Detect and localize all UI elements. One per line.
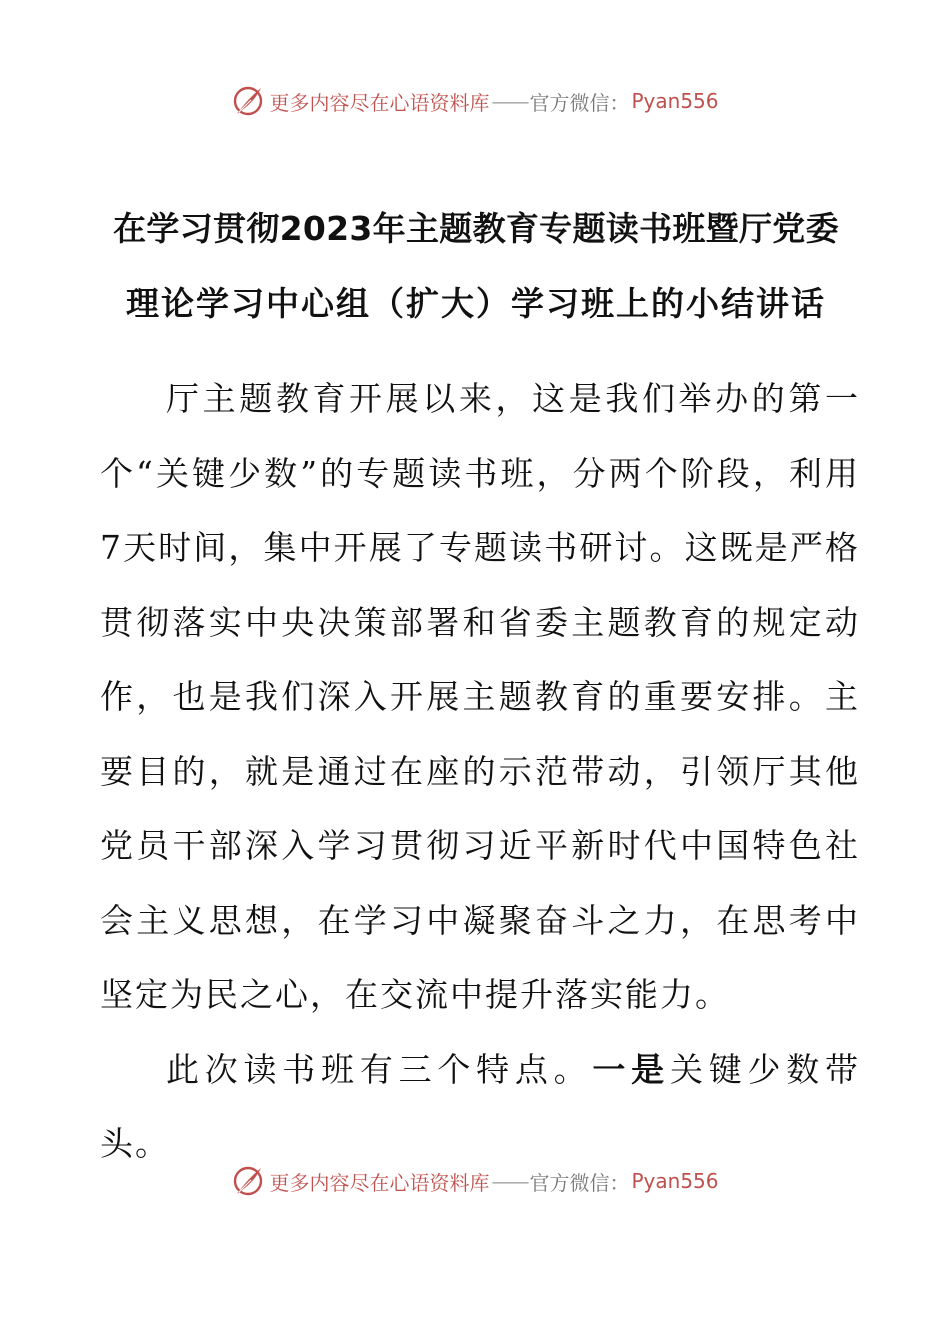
paragraph-2-rest: 关键少数带头。 — [100, 1049, 861, 1163]
document-title-line-1: 在学习贯彻2023年主题教育专题读书班暨厅党委 — [113, 209, 839, 248]
watermark-official-label: 官方微信： — [529, 1170, 630, 1195]
quill-logo-icon — [231, 1164, 265, 1198]
watermark-text: 更多内容尽在心语资料库 — [269, 1170, 490, 1195]
paragraph-2-emphasis: 一是 — [592, 1049, 670, 1089]
paragraph-2-intro: 此次读书班有三个特点。 — [166, 1049, 593, 1089]
watermark-separator: —— — [491, 1169, 528, 1193]
document-title-line-2: 理论学习中心组（扩大）学习班上的小结讲话 — [126, 284, 826, 323]
paragraph-2 — [100, 1033, 860, 1182]
header-watermark — [0, 84, 950, 118]
footer-watermark — [0, 1164, 950, 1198]
paragraph-1: 厅主题教育开展以来，这是我们举办的第一个“关键少数”的专题读书班，分两个阶段，利用7天时间，集中开展了专题读书研讨。这既是严格贯彻落实中央决策部署和省委主题教育的规定动作，也是我们深入开展主题教育的重要安排。主要目的，就是通过在座的示范带动，引领厅其他党员干部深入学习贯彻习近平新时代中国特色社会主义思想，在学习中凝聚奋斗之力，在思考中坚定为民之心，在交流中提升落实能力。 — [100, 379, 860, 1014]
quill-logo-icon — [231, 84, 265, 118]
document-body — [100, 362, 860, 1182]
watermark-wechat-id: Pyan556 — [631, 89, 719, 113]
watermark-separator: —— — [491, 89, 528, 113]
watermark-wechat-id: Pyan556 — [631, 1169, 719, 1193]
watermark-text: 更多内容尽在心语资料库 — [269, 90, 490, 115]
watermark-official-label: 官方微信： — [529, 90, 630, 115]
